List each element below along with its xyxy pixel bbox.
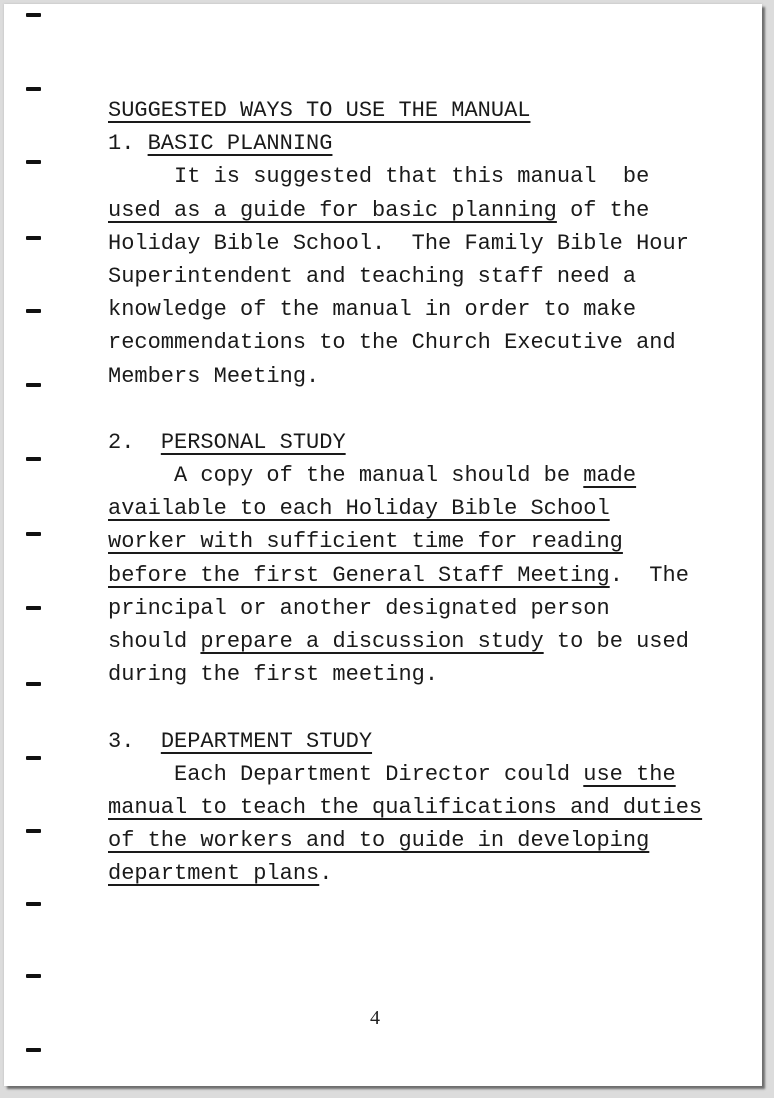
text-line xyxy=(108,625,702,658)
text-line xyxy=(108,592,702,625)
text-line xyxy=(108,758,702,791)
text-line xyxy=(108,725,702,758)
underlined-text: prepare a discussion study xyxy=(200,629,544,654)
text-line xyxy=(108,360,702,393)
margin-tick xyxy=(26,383,41,387)
underlined-text: department plans xyxy=(108,861,320,887)
underlined-text: before the first General Staff Meeting xyxy=(108,562,610,588)
text-line xyxy=(108,326,702,359)
text-line xyxy=(108,260,702,293)
margin-tick xyxy=(26,309,41,313)
text-line xyxy=(108,658,702,691)
text-segment: during the first meeting. xyxy=(108,662,439,688)
underlined-text: DEPARTMENT STUDY xyxy=(160,728,373,754)
text-line xyxy=(108,492,702,525)
underlined-text: available to each Holiday Bible School xyxy=(108,496,610,522)
margin-tick xyxy=(26,236,41,240)
document-body xyxy=(108,94,702,891)
margin-tick xyxy=(26,902,41,906)
text-segment: . xyxy=(319,861,333,887)
text-segment: . The xyxy=(609,562,689,588)
margin-tick xyxy=(26,829,41,833)
text-segment: 3. xyxy=(108,728,161,754)
text-line xyxy=(108,127,702,160)
text-line xyxy=(108,227,702,260)
margin-tick xyxy=(26,1048,41,1052)
margin-tick xyxy=(26,682,41,686)
underlined-text: worker with sufficient time for reading xyxy=(108,529,623,555)
blank-line xyxy=(108,393,702,426)
text-segment: Members Meeting. xyxy=(108,363,320,389)
text-segment: It is suggested that this manual be xyxy=(174,164,650,190)
margin-tick xyxy=(26,160,41,164)
page-number: 4 xyxy=(370,1007,380,1029)
text-segment: knowledge of the manual in order to make xyxy=(108,297,637,323)
text-segment: principal or another designated person xyxy=(108,595,610,621)
text-segment: A copy of the manual should be xyxy=(174,463,584,489)
text-line xyxy=(108,791,702,824)
text-segment: of the xyxy=(556,197,650,223)
margin-tick xyxy=(26,756,41,760)
underlined-text: made xyxy=(583,463,637,489)
text-line xyxy=(108,559,702,592)
blank-line xyxy=(108,691,702,724)
text-segment: to be used xyxy=(543,629,689,654)
text-line xyxy=(108,194,702,227)
text-line xyxy=(108,94,702,127)
text-segment: recommendations to the Church Executive and xyxy=(108,330,676,356)
underlined-text: used as a guide for basic planning xyxy=(108,197,557,223)
underlined-text: use the xyxy=(583,761,676,787)
margin-tick xyxy=(26,974,41,978)
text-line xyxy=(108,459,702,492)
text-segment: Each Department Director could xyxy=(174,761,584,787)
underlined-text: of the workers and to guide in developing xyxy=(108,828,650,854)
underlined-text: BASIC PLANNING xyxy=(147,131,333,157)
underlined-text: manual to teach the qualifications and duties xyxy=(108,794,703,820)
text-segment: 2. xyxy=(108,429,161,455)
text-line xyxy=(108,426,702,459)
text-segment: Superintendent and teaching staff need a xyxy=(108,263,637,289)
text-segment: Holiday Bible School. The Family Bible Hour xyxy=(108,230,689,256)
text-line xyxy=(108,857,702,890)
text-line xyxy=(108,293,702,326)
document-page xyxy=(4,4,762,1086)
text-segment: 1. xyxy=(108,131,148,157)
text-line xyxy=(108,525,702,558)
underlined-text: SUGGESTED WAYS TO USE THE MANUAL xyxy=(108,98,531,123)
margin-tick xyxy=(26,457,41,461)
text-segment: should xyxy=(108,629,201,654)
margin-tick xyxy=(26,87,41,91)
text-line xyxy=(108,824,702,857)
underlined-text: PERSONAL STUDY xyxy=(160,429,346,455)
margin-tick xyxy=(26,532,41,536)
text-line xyxy=(108,160,702,193)
margin-tick xyxy=(26,606,41,610)
margin-tick xyxy=(26,13,41,17)
